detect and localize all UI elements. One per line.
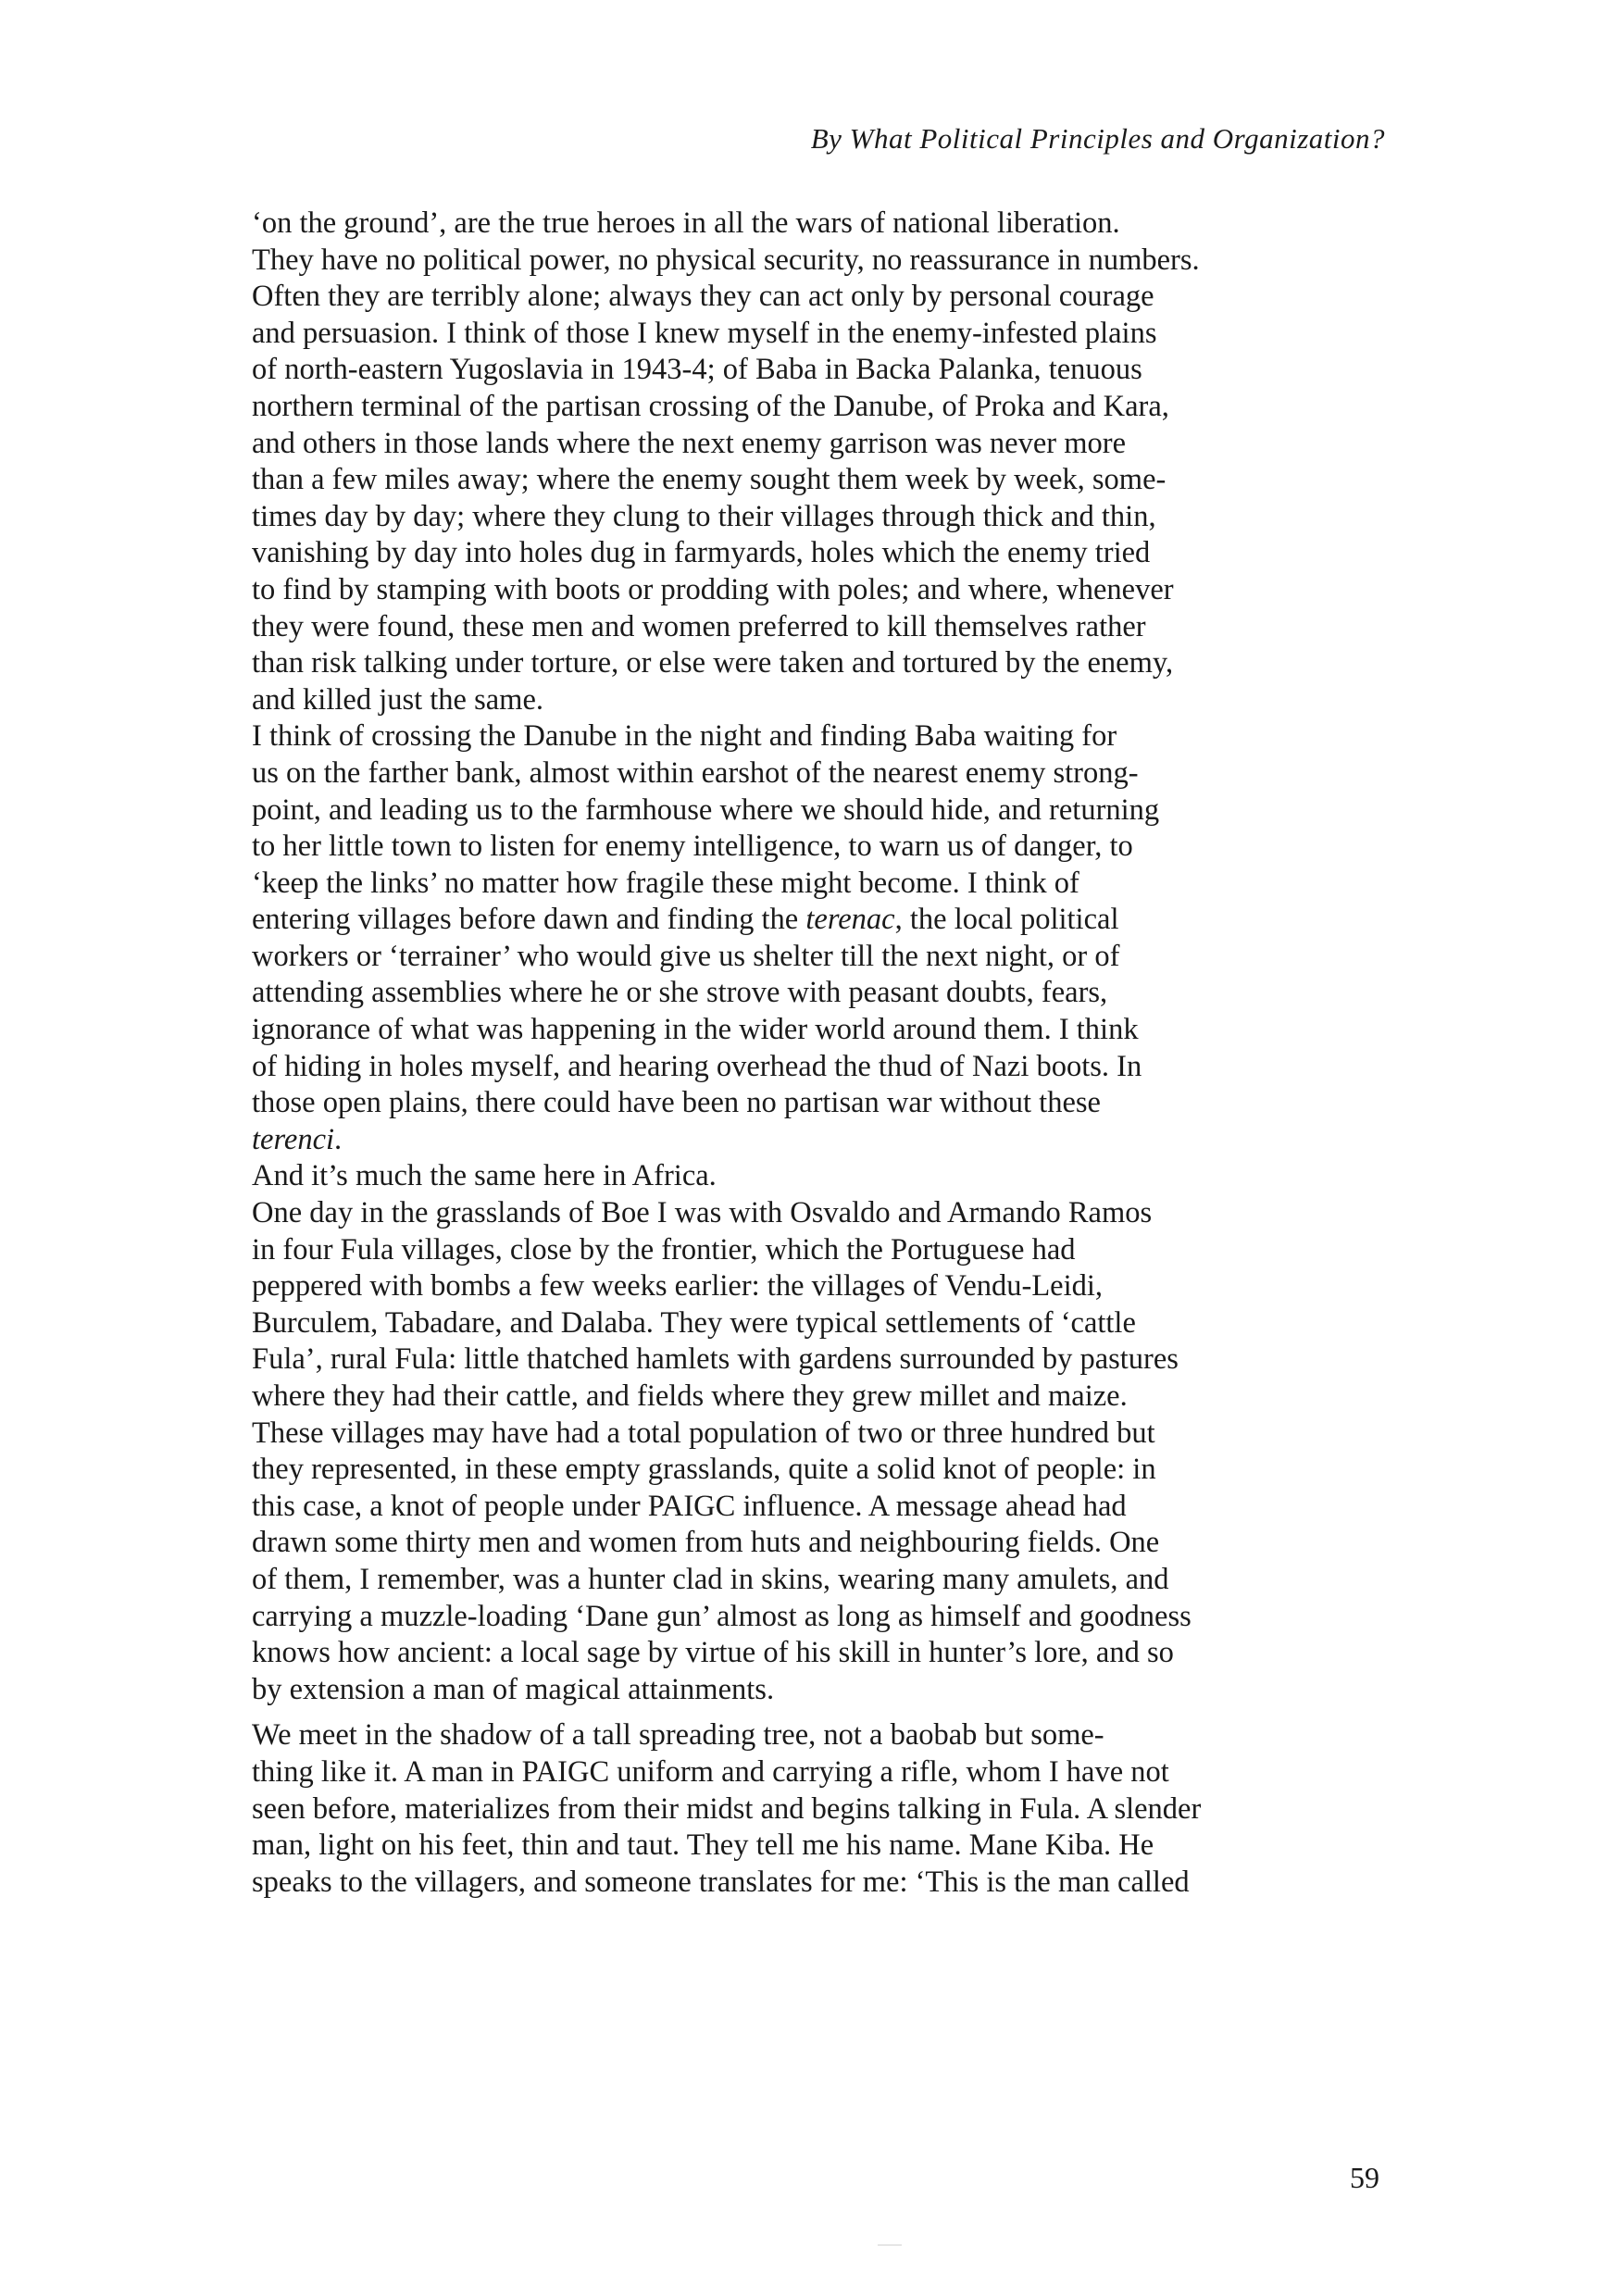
text-line: than risk talking under torture, or else were taken and tortured by the enemy, [252,646,1174,680]
text-line: they represented, in these empty grasslands, quite a solid knot of people: in [252,1453,1156,1487]
text-line: of hiding in holes myself, and hearing overhead the thud of Nazi boots. In [252,1049,1142,1083]
text-line: point, and leading us to the farmhouse where we should hide, and returning [252,792,1160,827]
text-line: ‘on the ground’, are the true heroes in all the wars of national liberation. [252,206,1120,240]
text-line: this case, a knot of people under PAIGC influence. A message ahead had [252,1489,1127,1523]
running-head: By What Political Principles and Organization? [810,122,1385,155]
text-line: to her little town to listen for enemy intelligence, to warn us of danger, to [252,830,1133,864]
text-line: than a few miles away; where the enemy sought them week by week, some- [252,463,1167,497]
text-line: peppered with bombs a few weeks earlier: the villages of Vendu-Leidi, [252,1269,1104,1304]
text-line: man, light on his feet, thin and taut. They tell me his name. Mane Kiba. He [252,1828,1154,1863]
text-line: Often they are terribly alone; always they can act only by personal courage [252,280,1154,314]
text-line: to find by stamping with boots or prodding with poles; and where, whenever [252,572,1174,606]
text-line: and persuasion. I think of those I knew myself in the enemy-infested plains [252,316,1157,350]
scan-mark [878,2244,902,2246]
text-line: attending assemblies where he or she strove with peasant doubts, fears, [252,976,1108,1010]
text-line: We meet in the shadow of a tall spreading tree, not a baobab but some- [252,1718,1104,1753]
text-line: by extension a man of magical attainments. [252,1672,775,1706]
text-line: times day by day; where they clung to their villages through thick and thin, [252,499,1156,533]
text-line: entering villages before dawn and finding the terenac, the local political [252,903,1119,937]
paragraph-2 [252,718,1400,1158]
text-line: One day in the grasslands of Boe I was with Osvaldo and Armando Ramos [252,1196,1153,1230]
text-line: ‘keep the links’ no matter how fragile these might become. I think of [252,866,1079,900]
text-line: thing like it. A man in PAIGC uniform and carrying a rifle, whom I have not [252,1754,1169,1789]
text-line: seen before, materializes from their midst and begins talking in Fula. A slender [252,1791,1202,1826]
text-line: drawn some thirty men and women from huts and neighbouring fields. One [252,1526,1160,1560]
italic-term: terenac [805,903,895,937]
text-line: workers or ‘terrainer’ who would give us shelter till the next night, or of [252,939,1120,973]
paragraph-5 [252,1717,1400,1901]
text-line: northern terminal of the partisan crossing of the Danube, of Proka and Kara, [252,389,1169,423]
text-line: carrying a muzzle-loading ‘Dane gun’ almost as long as himself and goodness [252,1599,1192,1633]
text-line: knows how ancient: a local sage by virtue of his skill in hunter’s lore, and so [252,1636,1174,1670]
page-number: 59 [1350,2161,1379,2194]
text-line: in four Fula villages, close by the frontier, which the Portuguese had [252,1232,1076,1267]
text-line: vanishing by day into holes dug in farmyards, holes which the enemy tried [252,536,1151,570]
text-line: of north-eastern Yugoslavia in 1943-4; of Baba in Backa Palanka, tenuous [252,353,1142,387]
text-line: terenci. [252,1122,343,1156]
text-line: they were found, these men and women preferred to kill themselves rather [252,609,1146,643]
text-line: us on the farther bank, almost within earshot of the nearest enemy strong- [252,755,1139,790]
text-line: They have no political power, no physical security, no reassurance in numbers. [252,243,1200,277]
text-line: Fula’, rural Fula: little thatched hamlets with gardens surrounded by pastures [252,1342,1179,1377]
text-line: where they had their cattle, and fields where they grew millet and maize. [252,1379,1128,1413]
text-line: ignorance of what was happening in the wider world around them. I think [252,1013,1139,1047]
italic-term: terenci [252,1122,335,1156]
text-line: I think of crossing the Danube in the night and finding Baba waiting for [252,719,1117,754]
text-line: Burculem, Tabadare, and Dalaba. They were typical settlements of ‘cattle [252,1305,1136,1340]
text-line: speaks to the villagers, and someone translates for me: ‘This is the man called [252,1865,1190,1899]
text-line: And it’s much the same here in Africa. [252,1159,717,1193]
text-line: of them, I remember, was a hunter clad in skins, wearing many amulets, and [252,1562,1169,1596]
paragraph-3 [252,1158,1400,1195]
text-line: These villages may have had a total population of two or three hundred but [252,1416,1155,1450]
text-line: and others in those lands where the next enemy garrison was never more [252,426,1127,460]
text-line: those open plains, there could have been no partisan war without these [252,1086,1101,1120]
paragraph-1 [252,206,1400,718]
paragraph-spacer [252,1708,1400,1717]
paragraph-4 [252,1195,1400,1708]
text-line: and killed just the same. [252,682,544,717]
body-text [252,206,1400,1901]
